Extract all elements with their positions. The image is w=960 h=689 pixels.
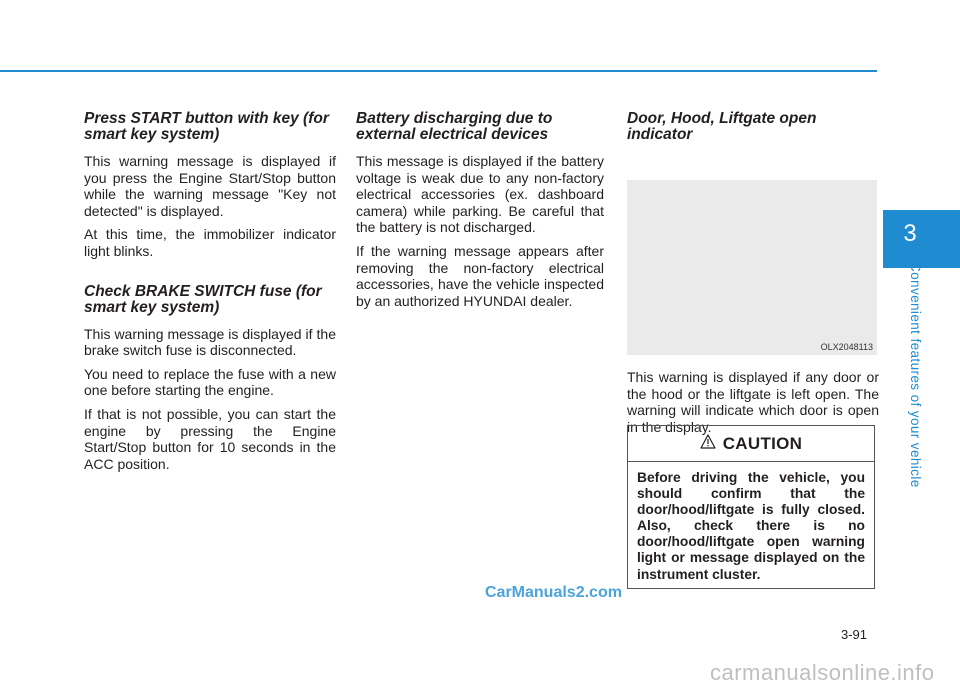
caution-header: [628, 426, 874, 462]
paragraph: This warning message is displayed if the brake switch fuse is disconnected.: [84, 325, 336, 359]
heading-door-hood-liftgate: Door, Hood, Liftgate open indicator: [627, 110, 817, 143]
caution-title: CAUTION: [722, 433, 803, 453]
chapter-label: Convenient features of your vehicle: [908, 262, 923, 488]
column-3: [627, 111, 879, 442]
heading-press-start: Press START button with key (for smart key system): [84, 110, 329, 143]
paragraph: If the warning message appears after removing the non-factory electrical accessories, have the vehicle inspected by an authorized HYUNDAI dealer.: [356, 242, 604, 309]
watermark-carmanuals2[interactable]: CarManuals2.com: [485, 584, 622, 601]
page-number: 3-91: [841, 627, 868, 642]
indicator-illustration: [627, 180, 877, 355]
paragraph: This warning is displayed if any door or the hood or the liftgate is left open. The warning will indicate which door is open in the display.: [627, 369, 879, 435]
chapter-tab: [883, 210, 960, 268]
chapter-number: 3: [903, 220, 917, 247]
heading-brake-switch: Check BRAKE SWITCH fuse (for smart key system): [84, 282, 322, 316]
header-rule: [0, 70, 877, 72]
warning-triangle-icon: [700, 434, 716, 454]
paragraph: This message is displayed if the battery voltage is weak due to any non-factory electrical accessories (ex. dashboard camera) while parking. Be careful that the battery is not discharged.: [356, 153, 604, 236]
column-2: [356, 111, 604, 316]
image-code: OLX2048113: [820, 342, 873, 352]
paragraph: If that is not possible, you can start the engine by pressing the Engine Start/Stop button for 10 seconds in the ACC position.: [84, 405, 336, 472]
heading-battery-discharging: Battery discharging due to external electrical devices: [356, 110, 553, 143]
paragraph: This warning message is displayed if you press the Engine Start/Stop button while the warning message "Key not detected" is displayed.: [84, 153, 336, 219]
paragraph: At this time, the immobilizer indicator light blinks.: [84, 226, 336, 259]
caution-text: Before driving the vehicle, you should confirm that the door/hood/liftgate is fully closed. Also, check there is no door/hood/liftgate open warning light or message displayed on the instrument cluster.: [637, 470, 865, 582]
watermark-carmanualsonline[interactable]: carmanualsonline.info: [710, 660, 935, 685]
paragraph: You need to replace the fuse with a new one before starting the engine.: [84, 365, 336, 399]
caution-box: [627, 425, 875, 589]
column-1: [84, 111, 336, 479]
